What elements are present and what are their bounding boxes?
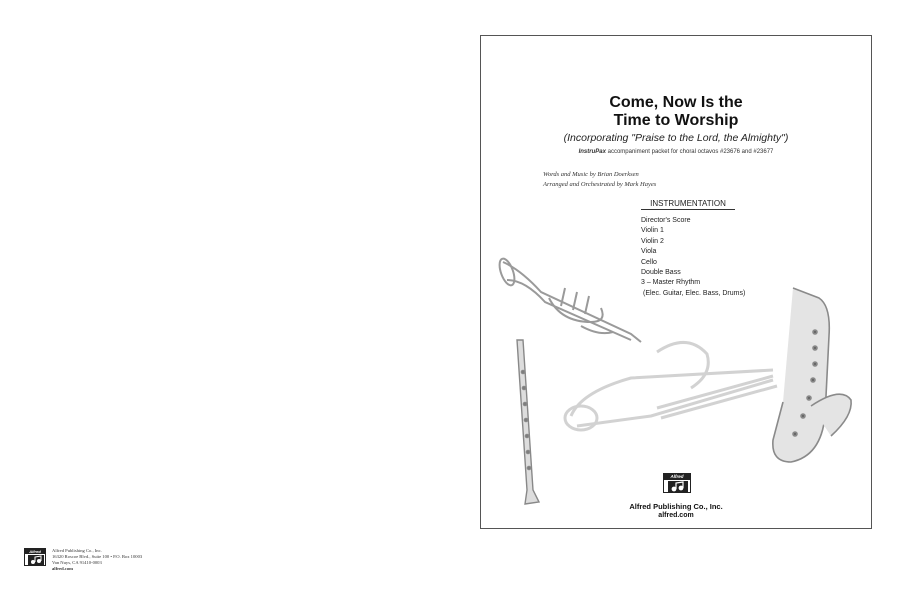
address-line: Alfred Publishing Co., Inc. xyxy=(52,548,102,553)
address-line: 16320 Roscoe Blvd., Suite 100 • P.O. Box 10003 xyxy=(52,554,143,559)
instrumentation-heading: INSTRUMENTATION xyxy=(641,199,735,210)
trumpet-icon xyxy=(497,257,641,342)
subtitle: (Incorporating "Praise to the Lord, the Almighty") xyxy=(563,132,789,144)
publisher-url: alfred.com xyxy=(658,512,694,519)
saxophone-icon xyxy=(773,288,851,462)
instrumentation-item: 3 – Master Rhythm xyxy=(641,279,701,287)
logo-text: Alfred xyxy=(664,474,690,480)
clarinet-icon xyxy=(517,340,539,504)
packet-brand: InstruPax xyxy=(578,149,606,155)
credits xyxy=(543,170,656,190)
back-address xyxy=(52,548,142,572)
instrumentation-item: (Elec. Guitar, Elec. Bass, Drums) xyxy=(643,289,746,297)
instrumentation-item: Viola xyxy=(641,248,657,256)
cover-page xyxy=(480,35,872,529)
title-line-2: Time to Worship xyxy=(613,112,739,129)
back-alfred-logo-icon xyxy=(24,548,46,566)
instrumentation-item: Double Bass xyxy=(641,269,681,277)
instrumentation-item: Cello xyxy=(641,258,657,266)
trombone-icon xyxy=(565,342,777,430)
credit-arranger: Arranged and Orchestrated by Mark Hayes xyxy=(543,181,657,188)
alfred-logo-icon xyxy=(663,473,691,493)
back-music-notes-icon xyxy=(28,555,44,565)
credit-words: Words and Music by Brian Doerksen xyxy=(543,171,639,178)
publisher-name: Alfred Publishing Co., Inc. xyxy=(629,502,723,511)
instrumentation-list xyxy=(641,216,745,299)
instrumentation-item: Violin 1 xyxy=(641,227,664,235)
packet-note xyxy=(481,149,871,155)
packet-text: accompaniment packet for choral octavos #23676 and #23677 xyxy=(605,149,774,155)
title-line-1: Come, Now Is the xyxy=(609,94,743,111)
address-line: Van Nuys, CA 91410-0003 xyxy=(52,560,102,565)
music-notes-icon xyxy=(668,481,688,493)
back-url: alfred.com xyxy=(52,566,73,571)
instrumentation-item: Director's Score xyxy=(641,217,691,224)
instrumentation-item: Violin 2 xyxy=(641,237,664,245)
back-logo-text: Alfred xyxy=(25,549,45,554)
